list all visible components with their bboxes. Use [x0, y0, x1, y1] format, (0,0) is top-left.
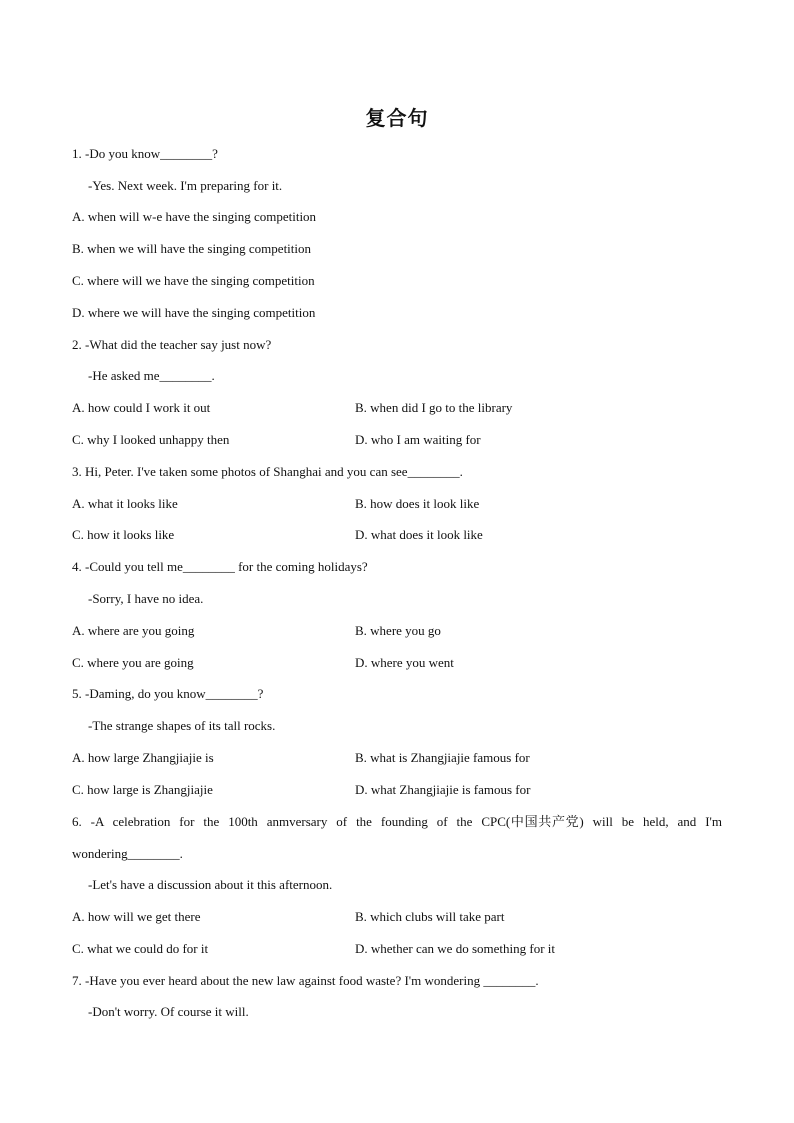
question-4-option-c: C. where you are going [72, 655, 194, 670]
question-6-option-b: B. which clubs will take part [355, 909, 505, 924]
question-1-reply: -Yes. Next week. I'm preparing for it. [88, 178, 283, 193]
question-2-option-b: B. when did I go to the library [355, 400, 513, 415]
question-1-option-b: B. when we will have the singing competition [72, 241, 312, 256]
question-5-option-d: D. what Zhangjiajie is famous for [355, 782, 531, 797]
question-7-stem: 7. -Have you ever heard about the new law against food waste? I'm wondering ________. [72, 973, 539, 988]
question-5-reply: -The strange shapes of its tall rocks. [88, 718, 276, 733]
question-2-stem: 2. -What did the teacher say just now? [72, 337, 272, 352]
question-2-option-a: A. how could I work it out [72, 400, 211, 415]
page-title: 复合句 [365, 106, 429, 130]
question-4-option-d: D. where you went [355, 655, 454, 670]
question-2-reply: -He asked me________. [88, 368, 215, 383]
question-7-reply: -Don't worry. Of course it will. [88, 1004, 249, 1019]
question-4-stem: 4. -Could you tell me________ for the coming holidays? [72, 559, 368, 574]
question-1-stem: 1. -Do you know________? [72, 146, 218, 161]
question-6-reply: -Let's have a discussion about it this afternoon. [88, 877, 333, 892]
question-6-stem-line-2: wondering________. [72, 846, 183, 861]
question-5-option-a: A. how large Zhangjiajie is [72, 750, 214, 765]
question-6-stem-line-1: 6. -A celebration for the 100th anmversary of the founding of the CPC(中国共产党) will be held, and I'm [72, 814, 722, 829]
question-1-option-c: C. where will we have the singing competition [72, 273, 315, 288]
question-4-reply: -Sorry, I have no idea. [88, 591, 204, 606]
question-2-option-d: D. who I am waiting for [355, 432, 481, 447]
question-2-option-c: C. why I looked unhappy then [72, 432, 230, 447]
question-4-option-a: A. where are you going [72, 623, 195, 638]
question-5-stem: 5. -Daming, do you know________? [72, 686, 264, 701]
question-5-option-b: B. what is Zhangjiajie famous for [355, 750, 530, 765]
question-3-option-a: A. what it looks like [72, 496, 178, 511]
question-6-option-d: D. whether can we do something for it [355, 941, 556, 956]
question-3-option-c: C. how it looks like [72, 527, 175, 542]
question-6-option-c: C. what we could do for it [72, 941, 209, 956]
question-5-option-c: C. how large is Zhangjiajie [72, 782, 213, 797]
question-1-option-a: A. when will w-e have the singing competition [72, 209, 317, 224]
question-3-option-d: D. what does it look like [355, 527, 483, 542]
question-6-option-a: A. how will we get there [72, 909, 201, 924]
question-3-stem: 3. Hi, Peter. I've taken some photos of Shanghai and you can see________. [72, 464, 463, 479]
question-3-option-b: B. how does it look like [355, 496, 480, 511]
question-4-option-b: B. where you go [355, 623, 441, 638]
question-1-option-d: D. where we will have the singing competition [72, 305, 316, 320]
